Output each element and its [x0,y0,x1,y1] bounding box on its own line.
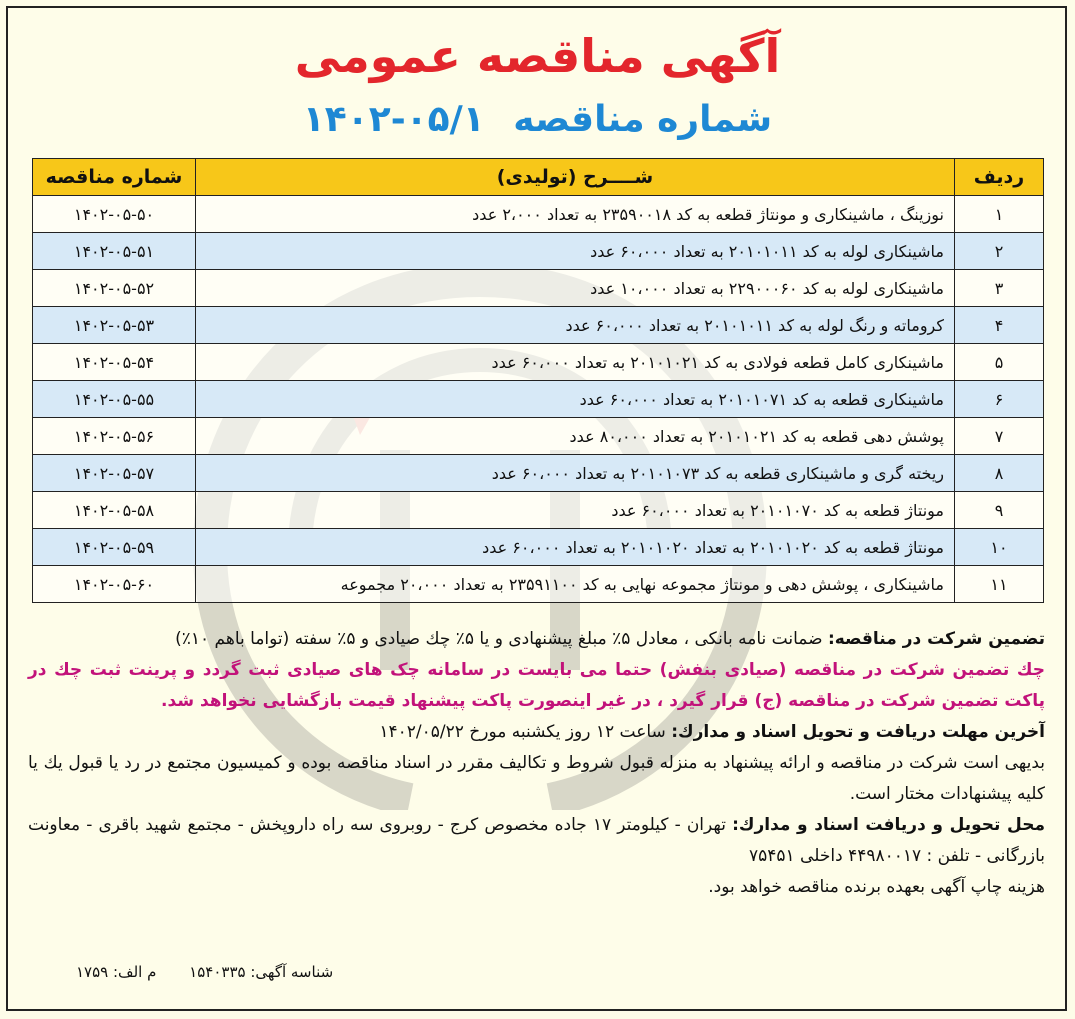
table-header-row [33,159,1044,196]
table-row [33,529,1044,566]
row-description: مونتاژ قطعه به کد ۲۰۱۰۱۰۲۰ به تعداد ۲۰۱۰۱۰۲۰ به تعداد ۶۰،۰۰۰ عدد [196,529,955,566]
location-text: تهران - کیلومتر ۱۷ جاده مخصوص کرج - روبروی سه راه داروپخش - مجتمع شهید باقری - معاونت بازرگانی - تلفن : ۴۴۹۸۰۰۱۷ داخلی ۷۵۴۵۱ [28,815,1045,866]
deadline-paragraph [28,717,1045,748]
table-row [33,270,1044,307]
row-tender-number: ۱۴۰۲-۰۵-۵۵ [33,381,196,418]
saiyadi-check-notice: چك تضمین شرکت در مناقصه (صیادی بنفش) حتما می بایست در سامانه چک های صیادی ثبت گردد و پرینت ثبت چك در پاکت تضمین شرکت در مناقصه (ج) قرار گیرد ، در غیر اینصورت پاکت پیشنهاد قیمت بازگشایی نخواهد شد. [28,660,1045,711]
header-description: شــــرح (تولیدی) [196,159,955,196]
table-row [33,381,1044,418]
row-description: نوزینگ ، ماشینکاری و مونتاژ قطعه به کد ۲۳۵۹۰۰۱۸ به تعداد ۲،۰۰۰ عدد [196,196,955,233]
commission-paragraph: بدیهی است شرکت در مناقصه و ارائه پیشنهاد به منزله قبول شروط و تکالیف مقرر در اسناد مناقصه بوده و کمیسیون مجتمع در رد یا قبول یك یا کلیه پیشنهادات مختار است. [28,753,1045,804]
ad-title: آگهی مناقصه عمومی [294,29,781,83]
guarantee-text: ضمانت نامه بانکی ، معادل ۵٪ مبلغ پیشنهادی و یا ۵٪ چك صیادی و ۵٪ سفته (تواما باهم ۱۰٪) [175,629,828,649]
table-row [33,418,1044,455]
tender-number-label: شماره مناقصه [513,99,773,140]
row-tender-number: ۱۴۰۲-۰۵-۵۳ [33,307,196,344]
header-row-index: ردیف [955,159,1044,196]
row-tender-number: ۱۴۰۲-۰۵-۵۶ [33,418,196,455]
row-index: ۷ [955,418,1044,455]
table-row [33,455,1044,492]
location-paragraph [28,810,1045,872]
row-description: مونتاژ قطعه به کد ۲۰۱۰۱۰۷۰ به تعداد ۶۰،۰۰۰ عدد [196,492,955,529]
row-tender-number: ۱۴۰۲-۰۵-۶۰ [33,566,196,603]
deadline-label: آخرین مهلت دریافت و تحویل اسناد و مدارك: [671,722,1045,742]
table-row [33,233,1044,270]
row-index: ۱۱ [955,566,1044,603]
table-row [33,344,1044,381]
location-label: محل تحویل و دریافت اسناد و مدارك: [732,815,1045,835]
row-tender-number: ۱۴۰۲-۰۵-۵۲ [33,270,196,307]
row-description: ماشینکاری کامل قطعه فولادی به کد ۲۰۱۰۱۰۲۱ به تعداد ۶۰،۰۰۰ عدد [196,344,955,381]
row-index: ۹ [955,492,1044,529]
row-index: ۳ [955,270,1044,307]
print-cost-paragraph: هزینه چاپ آگهی بعهده برنده مناقصه خواهد بود. [708,877,1045,897]
deadline-text: ساعت ۱۲ روز یکشنبه مورخ ۱۴۰۲/۰۵/۲۲ [379,722,672,742]
row-description: پوشش دهی قطعه به کد ۲۰۱۰۱۰۲۱ به تعداد ۸۰،۰۰۰ عدد [196,418,955,455]
table-row [33,492,1044,529]
row-tender-number: ۱۴۰۲-۰۵-۵۹ [33,529,196,566]
ad-footer [48,963,333,981]
row-index: ۸ [955,455,1044,492]
row-tender-number: ۱۴۰۲-۰۵-۵۷ [33,455,196,492]
table-row [33,566,1044,603]
ad-code: م الف: ۱۷۵۹ [76,963,157,981]
row-description: ماشینکاری لوله به کد ۲۰۱۰۱۰۱۱ به تعداد ۶۰،۰۰۰ عدد [196,233,955,270]
row-index: ۲ [955,233,1044,270]
row-index: ۴ [955,307,1044,344]
row-tender-number: ۱۴۰۲-۰۵-۵۰ [33,196,196,233]
row-description: ماشینکاری لوله به کد ۲۲۹۰۰۰۶۰ به تعداد ۱۰،۰۰۰ عدد [196,270,955,307]
header-tender-number: شماره مناقصه [33,159,196,196]
row-index: ۱ [955,196,1044,233]
row-index: ۵ [955,344,1044,381]
row-description: ماشینکاری ، پوشش دهی و مونتاژ مجموعه نهایی به کد ۲۳۵۹۱۱۰۰ به تعداد ۲۰،۰۰۰ مجموعه [196,566,955,603]
guarantee-label: تضمین شرکت در مناقصه: [827,629,1045,649]
row-tender-number: ۱۴۰۲-۰۵-۵۴ [33,344,196,381]
row-tender-number: ۱۴۰۲-۰۵-۵۸ [33,492,196,529]
tender-items-table [32,158,1044,603]
table-row [33,307,1044,344]
guarantee-paragraph [28,624,1045,655]
row-index: ۶ [955,381,1044,418]
row-index: ۱۰ [955,529,1044,566]
row-tender-number: ۱۴۰۲-۰۵-۵۱ [33,233,196,270]
row-description: ریخته گری و ماشینکاری قطعه به کد ۲۰۱۰۱۰۷۳ به تعداد ۶۰،۰۰۰ عدد [196,455,955,492]
row-description: کروماته و رنگ لوله به کد ۲۰۱۰۱۰۱۱ به تعداد ۶۰،۰۰۰ عدد [196,307,955,344]
row-description: ماشینکاری قطعه به کد ۲۰۱۰۱۰۷۱ به تعداد ۶۰،۰۰۰ عدد [196,381,955,418]
table-row [33,196,1044,233]
tender-number-value: ۱۴۰۲-۰۵/۱ [302,99,485,140]
tender-number-heading [0,98,1075,142]
ad-id: شناسه آگهی: ۱۵۴۰۳۳۵ [189,963,334,981]
ad-body [28,624,1045,903]
